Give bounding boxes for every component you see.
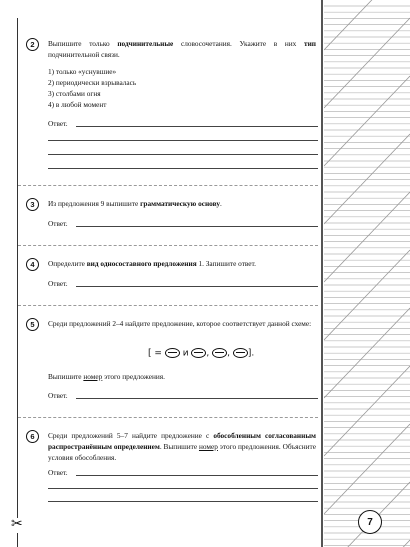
option-item: 4) в любой момент xyxy=(48,100,107,109)
option-item: 1) только «уснувшие» xyxy=(48,67,117,76)
answer-label: Ответ. xyxy=(48,468,68,477)
subject-oval-icon xyxy=(212,348,227,358)
right-margin-border xyxy=(321,0,323,547)
task-2-text: Выпишите только подчинительные словосочетания. Укажите в них тип подчинительной связи. 1) только «уснувшие» 2) периодически взрывалась 3) столбами огня 4) в любой момент xyxy=(48,39,316,109)
answer-line[interactable] xyxy=(48,168,318,169)
task-number-badge: 2 xyxy=(26,38,39,51)
answer-line[interactable] xyxy=(76,475,318,476)
answer-line[interactable] xyxy=(48,154,318,155)
task-number-badge: 6 xyxy=(26,430,39,443)
scissors-icon: ✂ xyxy=(11,517,23,532)
left-margin-rule xyxy=(17,18,18,518)
answer-label: Ответ. xyxy=(48,119,68,128)
option-item: 3) столбами огня xyxy=(48,89,101,98)
task-separator xyxy=(18,417,318,418)
task-number-badge: 3 xyxy=(26,198,39,211)
task-separator xyxy=(18,245,318,246)
answer-line[interactable] xyxy=(48,488,318,489)
answer-line[interactable] xyxy=(48,140,318,141)
task-2-options xyxy=(48,66,316,110)
task-3-text: Из предложения 9 выпишите грамматическую основу. xyxy=(48,199,222,208)
task-number-badge: 5 xyxy=(26,318,39,331)
subject-oval-icon xyxy=(165,348,180,358)
answer-line[interactable] xyxy=(76,398,318,399)
answer-line[interactable] xyxy=(76,226,318,227)
right-margin-ruled-area xyxy=(324,0,410,547)
subject-oval-icon xyxy=(191,348,206,358)
answer-line[interactable] xyxy=(76,286,318,287)
task-separator xyxy=(18,305,318,306)
answer-line[interactable] xyxy=(76,126,318,127)
task-number-badge: 4 xyxy=(26,258,39,271)
answer-line[interactable] xyxy=(48,501,318,502)
task-4-text: Определите вид односоставного предложения 1. Запишите ответ. xyxy=(48,259,257,268)
subject-oval-icon xyxy=(233,348,248,358)
task-separator xyxy=(18,185,318,186)
task-5-text: Среди предложений 2–4 найдите предложение, которое соответствует данной схеме: xyxy=(48,319,312,328)
task-5-instruction: Выпишите номер этого предложения. xyxy=(48,372,165,381)
task-6-text: Среди предложений 5–7 найдите предложение с обособленным согласованным распространённым определением. Выпишите номер этого предложения. Объясните условия обособления. xyxy=(48,431,316,462)
page-number: 7 xyxy=(358,510,382,534)
answer-label: Ответ. xyxy=(48,219,68,228)
answer-label: Ответ. xyxy=(48,391,68,400)
option-item: 2) периодически взрывалась xyxy=(48,78,137,87)
sentence-scheme: [ = и , , ]. xyxy=(148,348,255,359)
answer-label: Ответ. xyxy=(48,279,68,288)
cut-line xyxy=(17,533,18,547)
